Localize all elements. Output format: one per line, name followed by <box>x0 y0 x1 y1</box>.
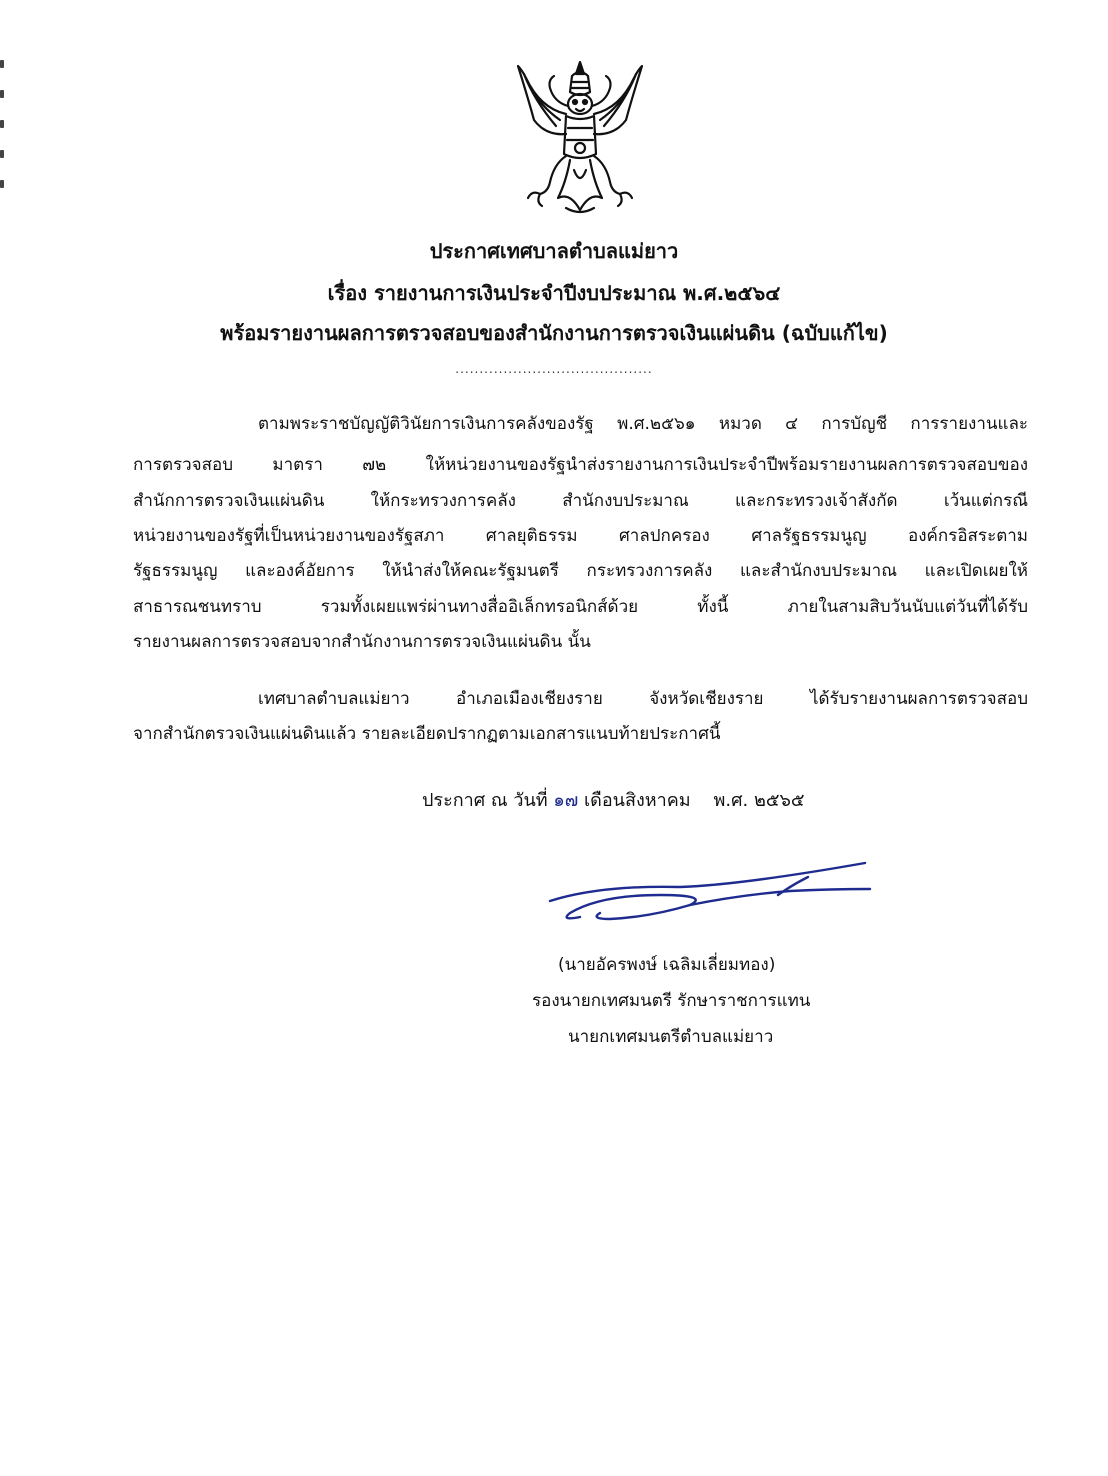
signatory-name: (นายอัครพงษ์ เฉลิมเลี่ยมทอง) <box>558 955 776 975</box>
document-subject: เรื่อง รายงานการเงินประจำปีงบประมาณ พ.ศ.๒๕๖๔ <box>327 281 781 305</box>
date-month-year: เดือนสิงหาคม พ.ศ. ๒๕๖๕ <box>578 790 805 811</box>
document-title: ประกาศเทศบาลตำบลแม่ยาว <box>429 239 679 263</box>
document-subtitle: พร้อมรายงานผลการตรวจสอบของสำนักงานการตรวจเงินแผ่นดิน (ฉบับแก้ไข) <box>220 321 888 345</box>
paragraph1-line: การตรวจสอบ มาตรา ๗๒ ให้หน่วยงานของรัฐนำส่งรายงานการเงินประจำปีพร้อมรายงานผลการตรวจสอบของ <box>133 455 1028 475</box>
scan-edge-marks <box>0 60 6 260</box>
announcement-date <box>422 786 805 816</box>
paragraph2-line: เทศบาลตำบลแม่ยาว อำเภอเมืองเชียงราย จังหวัดเชียงราย ได้รับรายงานผลการตรวจสอบ <box>258 689 1028 709</box>
signatory-position-2: นายกเทศมนตรีตำบลแม่ยาว <box>568 1027 774 1047</box>
paragraph1-line: รัฐธรรมนูญ และองค์อัยการ ให้นำส่งให้คณะรัฐมนตรี กระทรวงการคลัง และสำนักงบประมาณ และเปิดเผยให้ <box>133 561 1028 581</box>
date-prefix: ประกาศ ณ วันที่ <box>422 790 554 811</box>
garuda-emblem-icon <box>510 58 650 218</box>
paragraph1-line: ตามพระราชบัญญัติวินัยการเงินการคลังของรัฐ พ.ศ.๒๕๖๑ หมวด ๔ การบัญชี การรายงานและ <box>258 414 1028 434</box>
date-day: ๑๗ <box>553 790 579 811</box>
handwritten-signature <box>540 855 875 935</box>
paragraph1-line: หน่วยงานของรัฐที่เป็นหน่วยงานของรัฐสภา ศาลยุติธรรม ศาลปกครอง ศาลรัฐธรรมนูญ องค์กรอิสระตาม <box>133 526 1028 546</box>
title-separator: ......................................... <box>455 362 653 376</box>
paragraph1-line: สาธารณชนทราบ รวมทั้งเผยแพร่ผ่านทางสื่ออิเล็กทรอนิกส์ด้วย ทั้งนี้ ภายในสามสิบวันนับแต่วันที่ได้รับ <box>133 597 1028 617</box>
paragraph1-line: รายงานผลการตรวจสอบจากสำนักงานการตรวจเงินแผ่นดิน นั้น <box>133 632 591 652</box>
signatory-position: รองนายกเทศมนตรี รักษาราชการแทน <box>532 991 811 1011</box>
paragraph1-line: สำนักการตรวจเงินแผ่นดิน ให้กระทรวงการคลัง สำนักงบประมาณ และกระทรวงเจ้าสังกัด เว้นแต่กรณี <box>133 491 1028 511</box>
paragraph2-line: จากสำนักตรวจเงินแผ่นดินแล้ว รายละเอียดปรากฏตามเอกสารแนบท้ายประกาศนี้ <box>133 724 721 744</box>
